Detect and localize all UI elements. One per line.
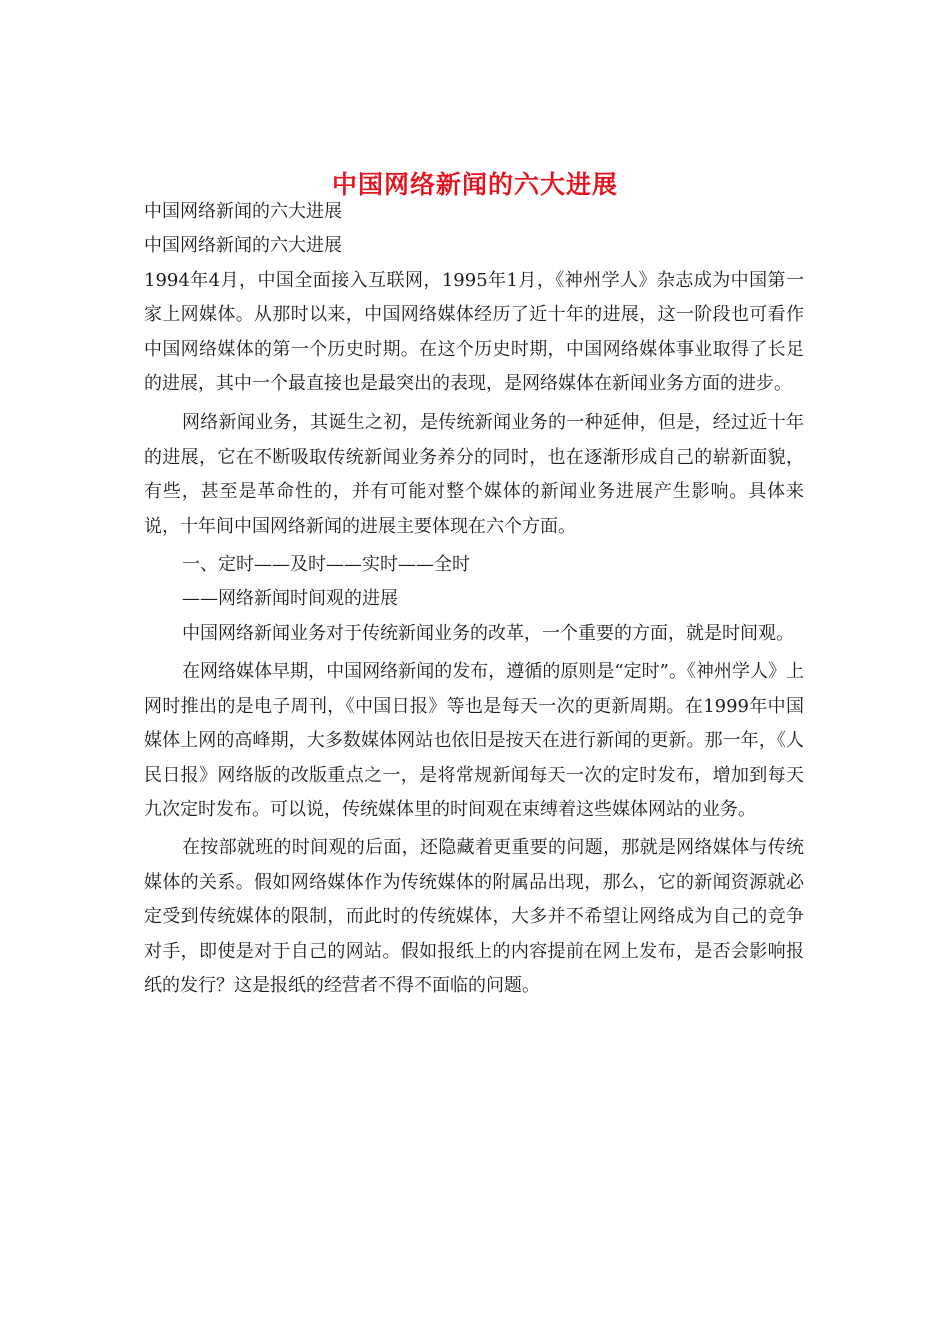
paragraph: 1994年4月，中国全面接入互联网，1995年1月，《神州学人》杂志成为中国第一家上网媒体。从那时以来，中国网络媒体经历了近十年的进展，这一阶段也可看作中国网络媒体的第一个历史时期。在这个历史时期，中国网络媒体事业取得了长足的进展，其中一个最直接也是最突出的表现，是网络媒体在新闻业务方面的进步。	[144, 269, 804, 395]
paragraph: 在网络媒体早期，中国网络新闻的发布，遵循的原则是“定时”。《神州学人》上网时推出的是电子周刊，《中国日报》等也是每天一次的更新周期。在1999年中国媒体上网的高峰期，大多数媒体网站也依旧是按天在进行新闻的更新。那一年，《人民日报》网络版的改版重点之一，是将常规新闻每天一次的定时发布，增加到每天九次定时发布。可以说，传统媒体里的时间观在束缚着这些媒体网站的业务。	[144, 661, 804, 820]
section-subheading: ——网络新闻时间观的进展	[182, 588, 398, 610]
document-title: 中国网络新闻的六大进展	[331, 169, 618, 199]
document-body	[144, 195, 804, 1003]
paragraph: 中国网络新闻的六大进展	[144, 235, 342, 257]
paragraph: 中国网络新闻业务对于传统新闻业务的改革，一个重要的方面，就是时间观。	[182, 622, 794, 644]
paragraph: 在按部就班的时间观的后面，还隐藏着更重要的问题，那就是网络媒体与传统媒体的关系。假如网络媒体作为传统媒体的附属品出现，那么，它的新闻资源就必定受到传统媒体的限制，而此时的传统媒体，大多并不希望让网络成为自己的竞争对手，即使是对于自己的网站。假如报纸上的内容提前在网上发布，是否会影响报纸的发行？这是报纸的经营者不得不面临的问题。	[144, 837, 804, 996]
paragraph: 中国网络新闻的六大进展	[144, 201, 342, 222]
section-heading: 一、定时——及时——实时——全时	[182, 554, 470, 576]
paragraph: 网络新闻业务，其诞生之初，是传统新闻业务的一种延伸，但是，经过近十年的进展，它在不断吸取传统新闻业务养分的同时，也在逐渐形成自己的崭新面貌，有些，甚至是革命性的，并有可能对整个媒体的新闻业务进展产生影响。具体来说，十年间中国网络新闻的进展主要体现在六个方面。	[144, 412, 804, 537]
